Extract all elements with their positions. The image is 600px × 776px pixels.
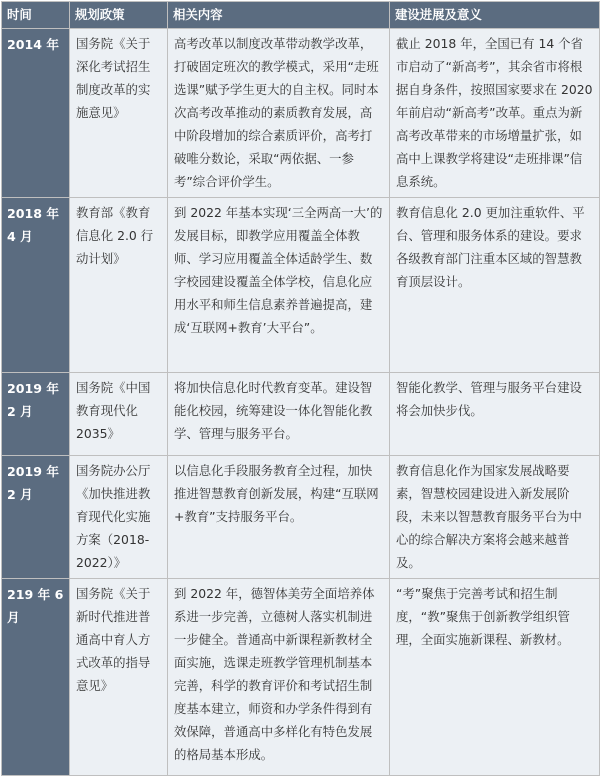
content-cell: 到 2022 年基本实现‘三全两高一大’的发展目标，即教学应用覆盖全体教师、学习应用覆盖全体适龄学生、数字校园建设覆盖全体学校，信息化应用水平和师生信息素养普遍提高，建成‘互联网+教育’大平台”。 bbox=[168, 198, 390, 373]
header-content: 相关内容 bbox=[168, 2, 390, 29]
time-cell: 2019 年 2 月 bbox=[2, 456, 70, 579]
progress-cell: 教育信息化 2.0 更加注重软件、平台、管理和服务体系的建设。要求各级教育部门注重本区域的智慧教育顶层设计。 bbox=[390, 198, 600, 373]
time-cell: 2014 年 bbox=[2, 29, 70, 198]
header-policy: 规划政策 bbox=[70, 2, 168, 29]
policy-cell: 教育部《教育信息化 2.0 行动计划》 bbox=[70, 198, 168, 373]
content-cell: 高考改革以制度改革带动教学改革，打破固定班次的教学模式，采用“走班选课”赋予学生更大的自主权。同时本次高考改革推动的素质教育发展，高中阶段增加的综合素质评价，高考打破唯分数论，采取“两依据、一参考”综合评价学生。 bbox=[168, 29, 390, 198]
policy-cell: 国务院《关于新时代推进普通高中育人方式改革的指导意见》 bbox=[70, 579, 168, 776]
content-cell: 以信息化手段服务教育全过程，加快推进智慧教育创新发展，构建“互联网+教育”支持服务平台。 bbox=[168, 456, 390, 579]
policy-cell: 国务院办公厅《加快推进教育现代化实施方案（2018-2022）》 bbox=[70, 456, 168, 579]
header-time: 时间 bbox=[2, 2, 70, 29]
policy-cell: 国务院《中国教育现代化 2035》 bbox=[70, 373, 168, 456]
policy-cell: 国务院《关于深化考试招生制度改革的实施意见》 bbox=[70, 29, 168, 198]
time-cell: 219 年 6 月 bbox=[2, 579, 70, 776]
time-cell: 2018 年 4 月 bbox=[2, 198, 70, 373]
table-header-row bbox=[2, 2, 600, 29]
progress-cell: “考”聚焦于完善考试和招生制度，“教”聚焦于创新教学组织管理，全面实施新课程、新教材。 bbox=[390, 579, 600, 776]
time-cell: 2019 年 2 月 bbox=[2, 373, 70, 456]
progress-cell: 智能化教学、管理与服务平台建设将会加快步伐。 bbox=[390, 373, 600, 456]
header-progress: 建设进展及意义 bbox=[390, 2, 600, 29]
policy-table bbox=[1, 1, 600, 776]
table-row bbox=[2, 456, 600, 579]
content-cell: 将加快信息化时代教育变革。建设智能化校园，统筹建设一体化智能化教学、管理与服务平台。 bbox=[168, 373, 390, 456]
table-row bbox=[2, 579, 600, 776]
content-cell: 到 2022 年，德智体美劳全面培养体系进一步完善，立德树人落实机制进一步健全。普通高中新课程新教材全面实施，选课走班教学管理机制基本完善，科学的教育评价和考试招生制度基本建立，师资和办学条件得到有效保障，普通高中多样化有特色发展的格局基本形成。 bbox=[168, 579, 390, 776]
table-row bbox=[2, 29, 600, 198]
progress-cell: 教育信息化作为国家发展战略要素，智慧校园建设进入新发展阶段，未来以智慧教育服务平台为中心的综合解决方案将会越来越普及。 bbox=[390, 456, 600, 579]
table-row bbox=[2, 373, 600, 456]
table-row bbox=[2, 198, 600, 373]
progress-cell: 截止 2018 年，全国已有 14 个省市启动了“新高考”，其余省市将根据自身条件，按照国家要求在 2020 年前启动“新高考”改革。重点为新高考改革带来的市场增量扩张，如高中上课教学将建设“走班排课”信息系统。 bbox=[390, 29, 600, 198]
